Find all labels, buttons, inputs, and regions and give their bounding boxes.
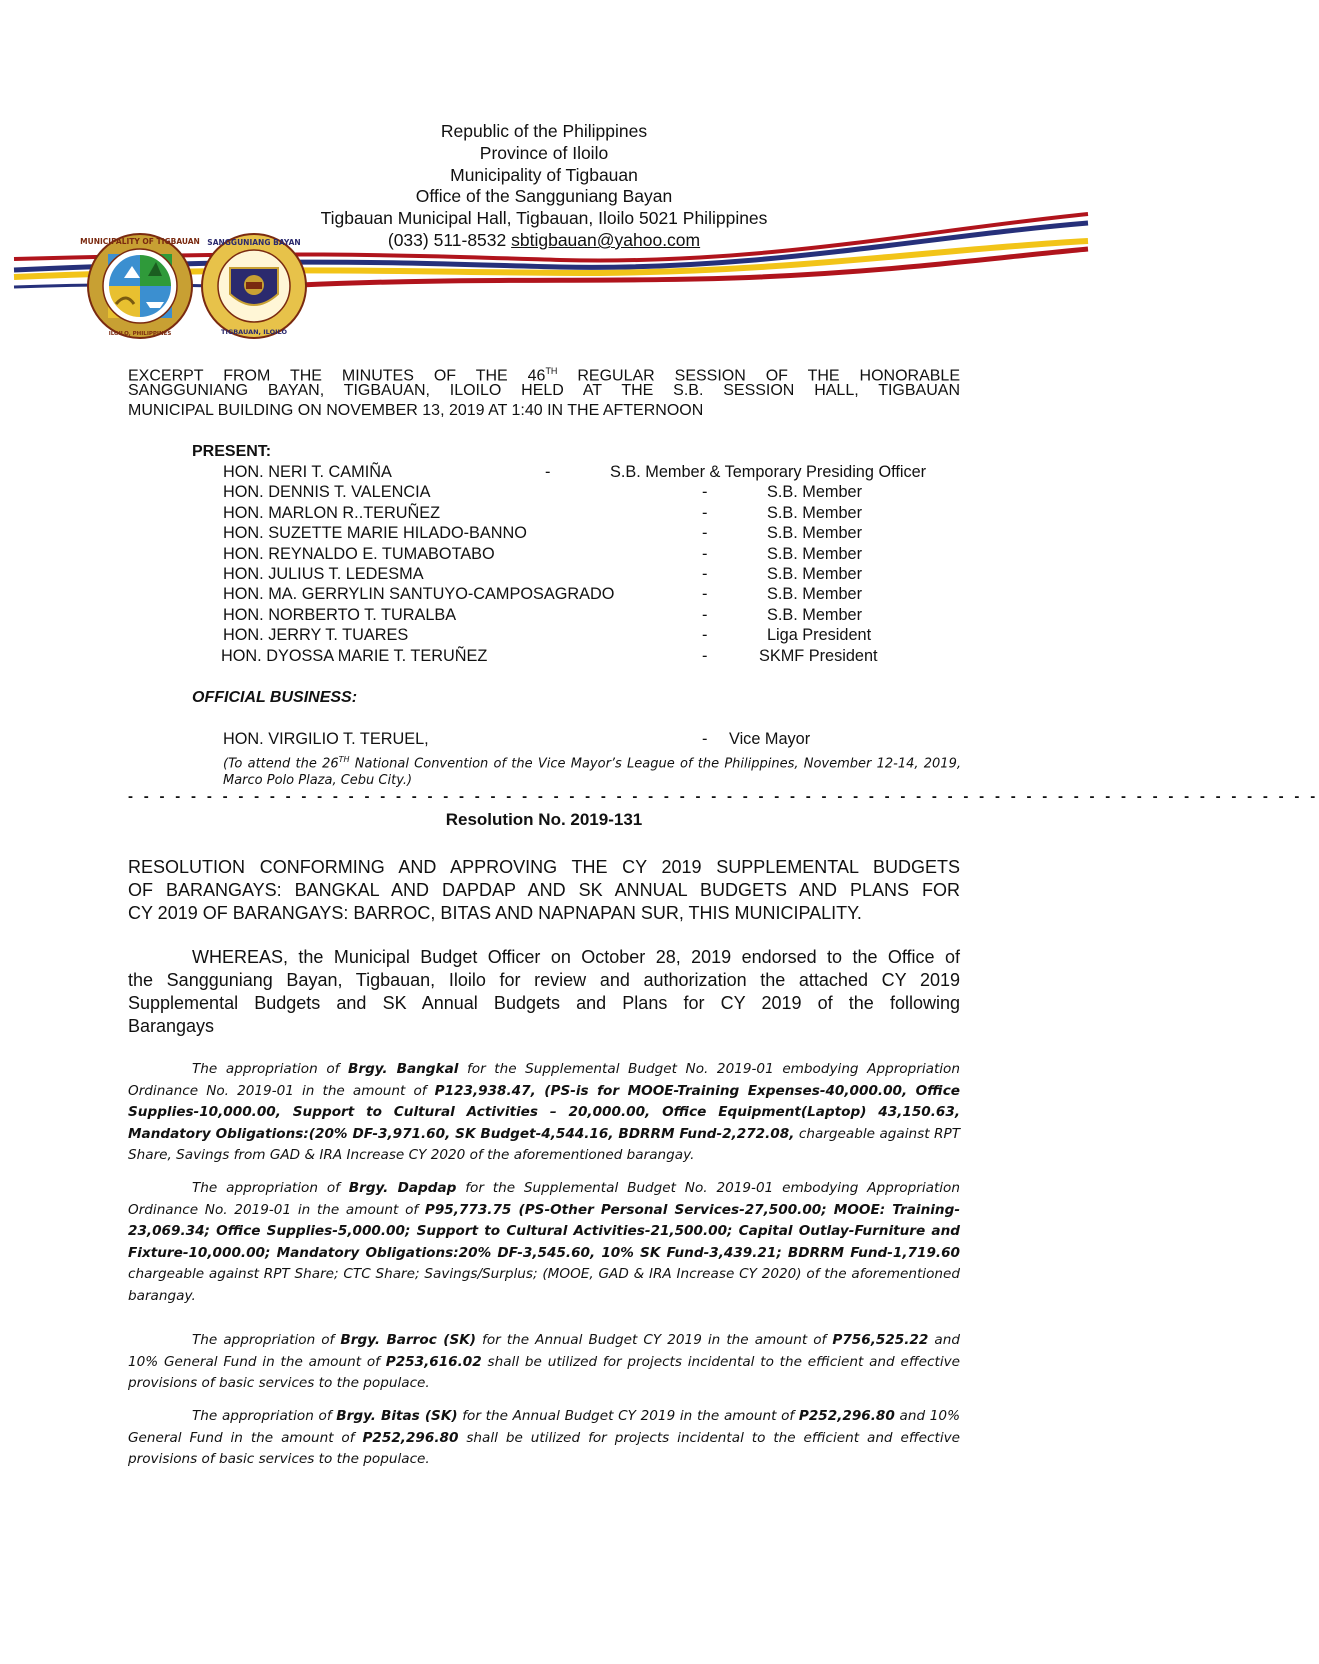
dapdap-b1: Brgy. Dapdap [348, 1180, 457, 1196]
ob-note-b: National Convention of the Vice Mayor’s League of the Philippines, November 12-14, 2019, [349, 756, 961, 772]
ob-note-line-2: Marco Polo Plaza, Cebu City.) [223, 773, 413, 788]
member-role: S.B. Member [767, 483, 863, 502]
member-dash: - [702, 585, 708, 604]
dapdap-b2: P95,773.75 (PS-Other Personal Services-27,500.00; MOOE: Training-23,069.34; Office Supplies-5,000.00; Support to Cultural Activities-21,500.00; Capital Outlay-Furniture and Fixture-10,000.00; Mandatory Obligations:20% DF-3,545.60, 10% SK Fund-3,439.21; BDRRM Fund-1,719.60 [128, 1201, 960, 1261]
member-role: SKMF President [759, 646, 878, 665]
member-dash: - [702, 605, 708, 624]
header-phone: (033) 511-8532 [387, 230, 507, 250]
barroc-t2: for the Annual Budget CY 2019 in the amount of [476, 1332, 833, 1348]
resolution-title-line-2: OF BARANGAYS: BANGKAL AND DAPDAP AND SK ANNUAL BUDGETS AND PLANS FOR [128, 880, 960, 900]
seal2-bottom-text: TIGBAUAN, ILOILO [221, 328, 287, 336]
member-role: Liga President [767, 626, 872, 645]
ob-note-a: (To attend the 26 [223, 756, 339, 772]
whereas-line-3: Supplemental Budgets and SK Annual Budgets and Plans for CY 2019 of the following [128, 993, 960, 1013]
member-name: HON. NORBERTO T. TURALBA [223, 605, 457, 624]
bangkal-t2: for the Supplemental Budget No. 2019-01 embodying Appropriation Ordinance No. 2019-01 in the amount of [128, 1061, 960, 1099]
bangkal-b1: Brgy. Bangkal [348, 1061, 459, 1077]
bitas-b3: P252,296.80 [362, 1429, 459, 1446]
seal2-top-text: SANGGUNIANG BAYAN [207, 238, 301, 247]
barroc-t1: The appropriation of [192, 1332, 341, 1348]
paragraph-bangkal [128, 1059, 960, 1167]
member-name: HON. JERRY T. TUARES [223, 626, 409, 645]
bitas-t3: and 10% General Fund in the amount of [128, 1408, 960, 1446]
official-business-heading: OFFICIAL BUSINESS: [192, 689, 358, 706]
excerpt-line-1b: REGULAR SESSION OF THE HONORABLE [557, 367, 960, 385]
dapdap-t1: The appropriation of [192, 1180, 349, 1196]
header-province: Province of Iloilo [479, 143, 609, 163]
member-name: HON. DYOSSA MARIE T. TERUÑEZ [221, 646, 488, 665]
paragraph-barroc [128, 1330, 960, 1395]
barroc-b1: Brgy. Barroc (SK) [340, 1332, 476, 1348]
whereas-line-2: the Sangguniang Bayan, Tigbauan, Iloilo for review and authorization the attached CY 2019 [128, 970, 960, 990]
member-role: S.B. Member [767, 544, 863, 563]
dapdap-t2: for the Supplemental Budget No. 2019-01 embodying Appropriation Ordinance No. 2019-01 in the amount of [128, 1180, 960, 1218]
member-name: HON. JULIUS T. LEDESMA [223, 565, 424, 583]
member-dash: - [702, 565, 708, 583]
ob-name: HON. VIRGILIO T. TERUEL, [223, 730, 429, 748]
resolution-number: Resolution No. 2019-131 [445, 810, 643, 829]
resolution-title-line-3: CY 2019 OF BARANGAYS: BARROC, BITAS AND NAPNAPAN SUR, THIS MUNICIPALITY. [128, 903, 862, 923]
member-role: S.B. Member & Temporary Presiding Officer [610, 463, 927, 481]
seal1-bottom-text: ILOILO, PHILIPPINES [108, 331, 172, 337]
barroc-t3: and 10% General Fund in the amount of [128, 1332, 960, 1370]
excerpt-line-2: SANGGUNIANG BAYAN, TIGBAUAN, ILOILO HELD AT THE S.B. SESSION HALL, TIGBAUAN [128, 382, 960, 399]
member-role: S.B. Member [767, 503, 863, 522]
member-role: S.B. Member [767, 565, 863, 583]
header-email-link[interactable]: sbtigbauan@yahoo.com [511, 230, 701, 250]
header-republic: Republic of the Philippines [440, 121, 648, 141]
resolution-title-line-1: RESOLUTION CONFORMING AND APPROVING THE CY 2019 SUPPLEMENTAL BUDGETS [128, 857, 960, 877]
member-dash: - [702, 544, 708, 563]
bitas-b1: Brgy. Bitas (SK) [336, 1408, 458, 1424]
bangkal-b2: P123,938.47, (PS-is for MOOE-Training Expenses-40,000.00, Office Supplies-10,000.00, Support to Cultural Activities – 20,000.00, Office Equipment(Laptop) 43,150.63, Mandatory Obligations:(20% DF-3,971.60, SK Budget-4,544.16, BDRRM Fund-2,272.08, [128, 1082, 960, 1142]
whereas-line-4: Barangays [128, 1016, 215, 1036]
bitas-t1: The appropriation of [192, 1408, 337, 1424]
member-dash: - [702, 503, 708, 522]
header-office: Office of the Sangguniang Bayan [415, 186, 673, 206]
member-name: HON. MA. GERRYLIN SANTUYO-CAMPOSAGRADO [223, 585, 615, 604]
ob-dash: - [702, 730, 708, 748]
municipality-seal-icon [80, 232, 200, 340]
ob-note-sup: TH [338, 755, 350, 764]
header-address: Tigbauan Municipal Hall, Tigbauan, Iloilo 5021 Philippines [320, 208, 768, 228]
bitas-t4: shall be utilized for projects incidental to the efficient and effective provisions of basic services to the populace. [128, 1429, 961, 1468]
bangkal-t3: chargeable against RPT Share, Savings from GAD & IRA Increase CY 2020 of the aforementioned barangay. [128, 1125, 961, 1164]
member-dash: - [702, 524, 708, 543]
excerpt-sup: TH [545, 366, 558, 376]
paragraph-bitas [128, 1406, 960, 1471]
member-name: HON. REYNALDO E. TUMABOTABO [223, 544, 495, 563]
bitas-b2: P252,296.80 [798, 1408, 895, 1424]
excerpt-line-3: MUNICIPAL BUILDING ON NOVEMBER 13, 2019 AT 1:40 IN THE AFTERNOON [128, 402, 704, 419]
member-name: HON. NERI T. CAMIÑA [223, 463, 392, 481]
sangguniang-bayan-seal-icon [200, 232, 308, 340]
bitas-t2: for the Annual Budget CY 2019 in the amount of [457, 1408, 799, 1424]
member-role: S.B. Member [767, 524, 863, 543]
seal1-top-text: MUNICIPALITY OF TIGBAUAN [80, 237, 200, 246]
bangkal-t1: The appropriation of [192, 1061, 349, 1077]
member-dash: - [545, 463, 551, 481]
ob-role: Vice Mayor [729, 730, 811, 748]
member-role: S.B. Member [767, 605, 863, 624]
member-name: HON. MARLON R..TERUÑEZ [223, 503, 441, 522]
section-divider: - - - - - - - - - - - - - - - - - - - - - - - - - - - - - - - - - - - - - - - - - - - - - - - - - - - - - - - - - - - - - - - - - - - - - - - - - - - - [128, 788, 1319, 805]
excerpt-line-1a: EXCERPT FROM THE MINUTES OF THE 46 [128, 367, 546, 385]
member-dash: - [702, 626, 708, 645]
header-municipality: Municipality of Tigbauan [450, 165, 638, 185]
present-heading: PRESENT: [192, 443, 272, 460]
member-dash: - [702, 646, 708, 665]
barroc-b2: P756,525.22 [832, 1332, 929, 1348]
member-name: HON. DENNIS T. VALENCIA [223, 483, 431, 502]
whereas-line-1: WHEREAS, the Municipal Budget Officer on October 28, 2019 endorsed to the Office of [192, 947, 960, 967]
barroc-t4: shall be utilized for projects incidental to the efficient and effective provisions of basic services to the populace. [128, 1353, 961, 1392]
member-name: HON. SUZETTE MARIE HILADO-BANNO [223, 524, 527, 543]
dapdap-t3: chargeable against RPT Share; CTC Share; Savings/Surplus; (MOOE, GAD & IRA Increase CY 2020) of the aforementioned barangay. [128, 1266, 960, 1304]
member-dash: - [702, 483, 708, 502]
member-role: S.B. Member [767, 585, 863, 604]
barroc-b3: P253,616.02 [385, 1353, 482, 1370]
paragraph-dapdap [128, 1178, 960, 1308]
